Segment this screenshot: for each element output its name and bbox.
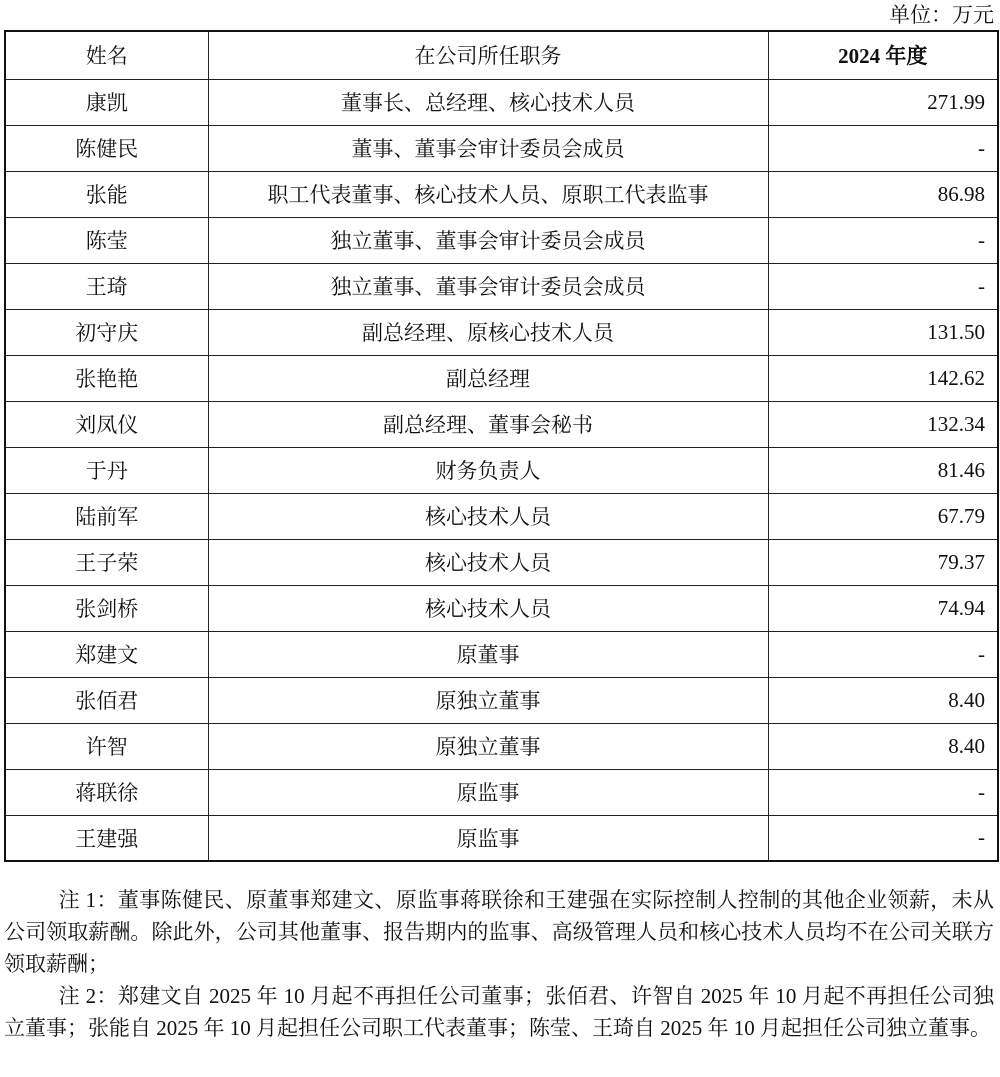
unit-label: 单位：万元	[889, 3, 994, 27]
cell-position: 副总经理、原核心技术人员	[208, 309, 768, 355]
table-row	[5, 309, 998, 355]
cell-position: 原监事	[208, 769, 768, 815]
table-row	[5, 79, 998, 125]
table-row	[5, 355, 998, 401]
cell-amount: 142.62	[768, 355, 998, 401]
cell-amount: 8.40	[768, 723, 998, 769]
cell-name: 初守庆	[5, 309, 208, 355]
table-row	[5, 217, 998, 263]
cell-name: 陆前军	[5, 493, 208, 539]
cell-name: 康凯	[5, 79, 208, 125]
cell-amount: -	[768, 769, 998, 815]
header-position: 在公司所任职务	[208, 31, 768, 79]
cell-position: 董事、董事会审计委员会成员	[208, 125, 768, 171]
cell-amount: -	[768, 631, 998, 677]
cell-amount: 8.40	[768, 677, 998, 723]
cell-position: 董事长、总经理、核心技术人员	[208, 79, 768, 125]
cell-name: 陈健民	[5, 125, 208, 171]
cell-position: 原监事	[208, 815, 768, 861]
cell-name: 王子荣	[5, 539, 208, 585]
cell-position: 财务负责人	[208, 447, 768, 493]
cell-amount: -	[768, 125, 998, 171]
cell-position: 副总经理、董事会秘书	[208, 401, 768, 447]
cell-name: 王琦	[5, 263, 208, 309]
footnote-1: 注 1：董事陈健民、原董事郑建文、原监事蒋联徐和王建强在实际控制人控制的其他企业领薪，未从公司领取薪酬。除此外，公司其他董事、报告期内的监事、高级管理人员和核心技术人员均不在公司关联方领取薪酬；	[4, 888, 994, 976]
header-amount: 2024 年度	[768, 31, 998, 79]
table-row	[5, 125, 998, 171]
cell-amount: -	[768, 815, 998, 861]
cell-name: 于丹	[5, 447, 208, 493]
cell-name: 张佰君	[5, 677, 208, 723]
table-row	[5, 539, 998, 585]
cell-name: 王建强	[5, 815, 208, 861]
table-row	[5, 815, 998, 861]
cell-name: 许智	[5, 723, 208, 769]
cell-position: 独立董事、董事会审计委员会成员	[208, 263, 768, 309]
footnotes	[4, 884, 994, 1044]
table-row	[5, 263, 998, 309]
table-row	[5, 631, 998, 677]
cell-amount: -	[768, 263, 998, 309]
table-header-row	[5, 31, 998, 79]
cell-position: 原独立董事	[208, 723, 768, 769]
cell-position: 核心技术人员	[208, 539, 768, 585]
table-row	[5, 493, 998, 539]
cell-name: 张剑桥	[5, 585, 208, 631]
table-row	[5, 171, 998, 217]
cell-amount: 79.37	[768, 539, 998, 585]
cell-name: 张艳艳	[5, 355, 208, 401]
cell-name: 陈莹	[5, 217, 208, 263]
cell-position: 原董事	[208, 631, 768, 677]
table-row	[5, 447, 998, 493]
cell-position: 职工代表董事、核心技术人员、原职工代表监事	[208, 171, 768, 217]
cell-amount: 74.94	[768, 585, 998, 631]
cell-position: 原独立董事	[208, 677, 768, 723]
cell-amount: -	[768, 217, 998, 263]
header-name: 姓名	[5, 31, 208, 79]
cell-position: 独立董事、董事会审计委员会成员	[208, 217, 768, 263]
table-row	[5, 769, 998, 815]
cell-amount: 67.79	[768, 493, 998, 539]
cell-amount: 271.99	[768, 79, 998, 125]
cell-amount: 131.50	[768, 309, 998, 355]
cell-amount: 81.46	[768, 447, 998, 493]
table-row	[5, 677, 998, 723]
table-row	[5, 585, 998, 631]
table-row	[5, 401, 998, 447]
cell-amount: 86.98	[768, 171, 998, 217]
footnote-2: 注 2：郑建文自 2025 年 10 月起不再担任公司董事；张佰君、许智自 2025 年 10 月起不再担任公司独立董事；张能自 2025 年 10 月起担任公司职工代表董事；陈莹、王琦自 2025 年 10 月起担任公司独立董事。	[4, 984, 994, 1040]
cell-name: 刘凤仪	[5, 401, 208, 447]
cell-position: 核心技术人员	[208, 585, 768, 631]
cell-name: 郑建文	[5, 631, 208, 677]
cell-position: 核心技术人员	[208, 493, 768, 539]
cell-name: 张能	[5, 171, 208, 217]
compensation-table	[4, 30, 999, 862]
cell-position: 副总经理	[208, 355, 768, 401]
table-row	[5, 723, 998, 769]
cell-amount: 132.34	[768, 401, 998, 447]
cell-name: 蒋联徐	[5, 769, 208, 815]
